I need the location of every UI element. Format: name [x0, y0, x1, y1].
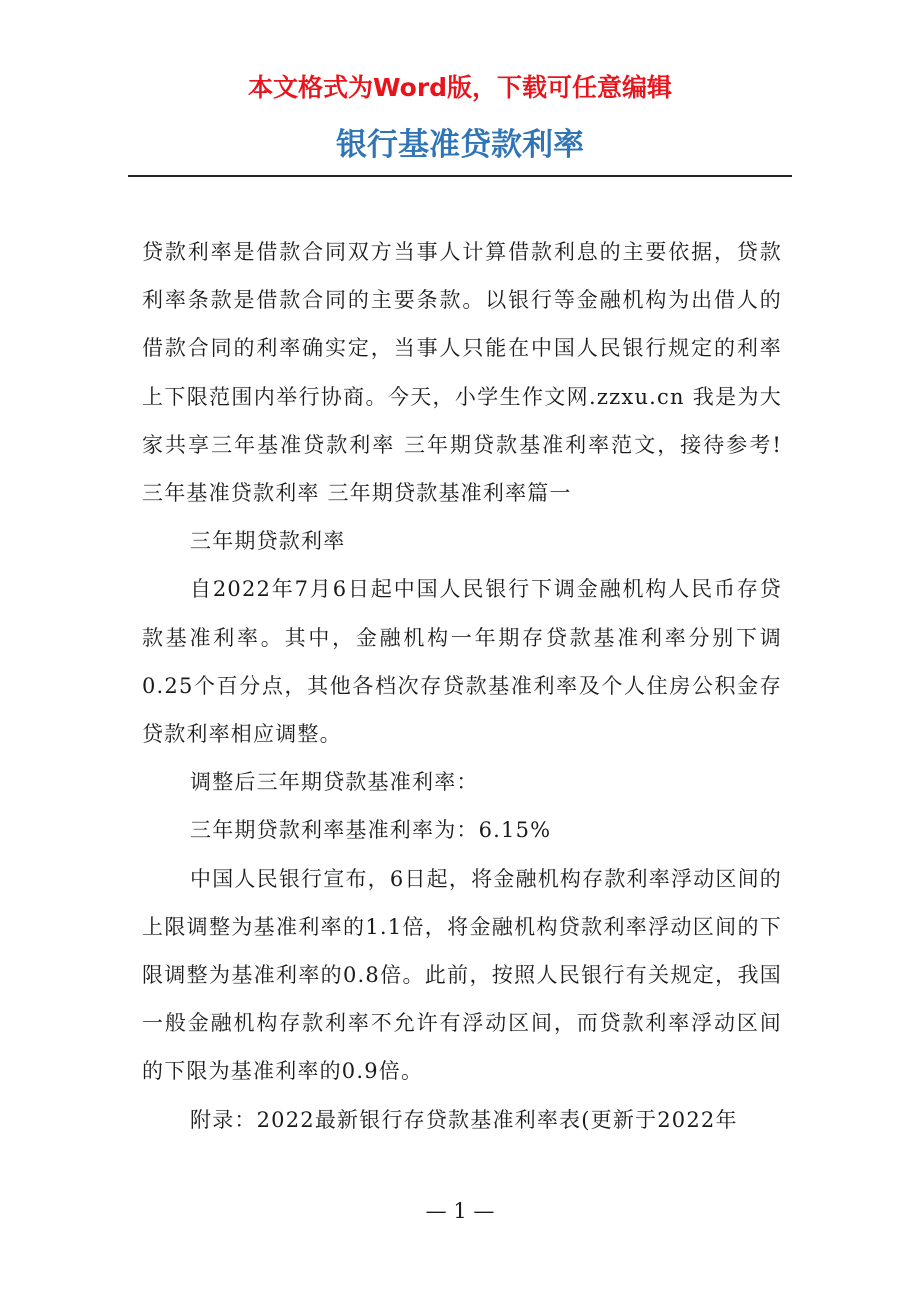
three-year-rate-value: 三年期贷款利率基准利率为：6.15% [190, 818, 552, 843]
section-heading: 三年期贷款利率 [190, 529, 346, 554]
document-body [142, 228, 827, 1144]
rate-adjustment-paragraph: 自2022年7月6日起中国人民银行下调金融机构人民币存贷款基准利率。其中，金融机构一年期存贷款基准利率分别下调0.25个百分点，其他各档次存贷款基准利率及个人住房公积金存贷款利率相应调整。 [142, 577, 782, 747]
title-divider [128, 175, 792, 177]
adjusted-rate-label: 调整后三年期贷款基准利率： [190, 770, 479, 795]
floating-range-paragraph: 中国人民银行宣布，6日起，将金融机构存款利率浮动区间的上限调整为基准利率的1.1倍，将金融机构贷款利率浮动区间的下限调整为基准利率的0.8倍。此前，按照人民银行有关规定，我国一般金融机构存款利率不允许有浮动区间，而贷款利率浮动区间的下限为基准利率的0.9倍。 [142, 866, 782, 1084]
page-number: — 1 — [425, 1199, 495, 1223]
intro-paragraph: 贷款利率是借款合同双方当事人计算借款利息的主要依据，贷款利率条款是借款合同的主要条款。以银行等金融机构为出借人的借款合同的利率确实定，当事人只能在中国人民银行规定的利率上下限范围内举行协商。今天，小学生作文网.zzxu.cn 我是为大家共享三年基准贷款利率 三年期贷款基准利率范文，接待参考! 三年基准贷款利率 三年期贷款基准利率篇一 [142, 240, 827, 506]
appendix-line: 附录：2022最新银行存贷款基准利率表(更新于2022年 [190, 1107, 738, 1132]
document-title: 银行基准贷款利率 [336, 127, 584, 163]
format-notice-banner: 本文格式为Word版，下载可任意编辑 [247, 73, 673, 102]
